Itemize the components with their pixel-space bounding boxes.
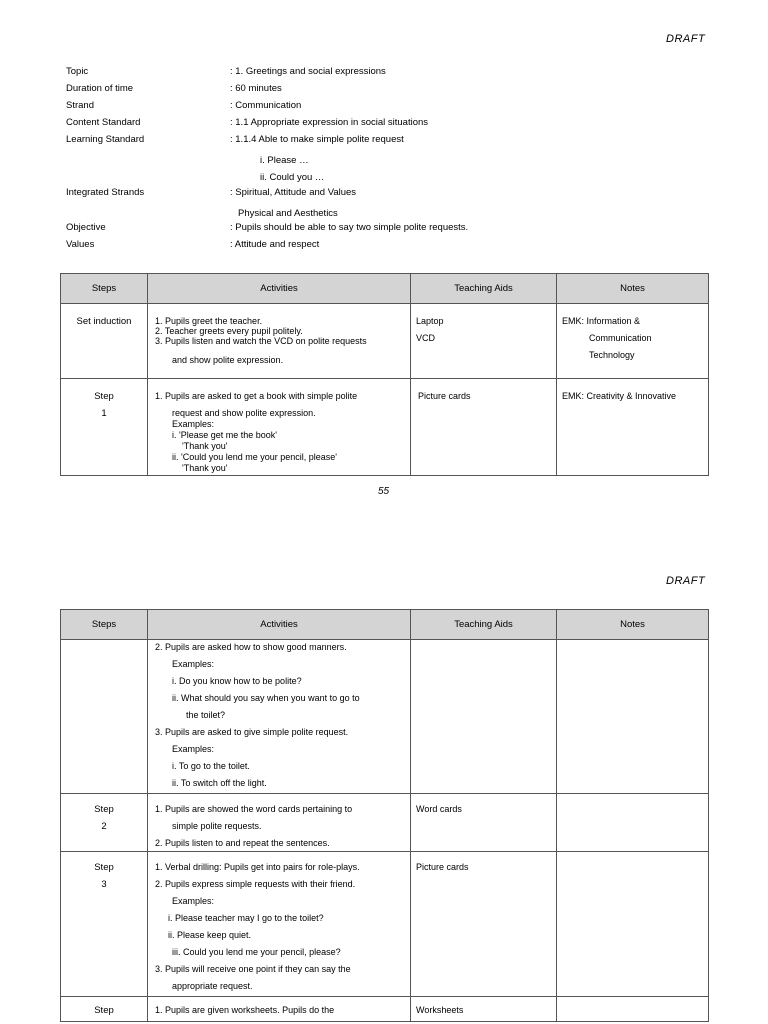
info-label: Objective bbox=[66, 222, 106, 233]
lesson-table-page1 bbox=[60, 273, 709, 476]
header-notes: Notes bbox=[557, 610, 709, 640]
activity-line: 'Thank you' bbox=[182, 441, 228, 451]
header-teaching-aids: Teaching Aids bbox=[411, 274, 557, 304]
step-label: Step bbox=[94, 391, 114, 402]
info-label: Duration of time bbox=[66, 83, 134, 94]
info-value: : 60 minutes bbox=[230, 83, 282, 94]
step-number: 1 bbox=[101, 408, 107, 419]
activity-line: 3. Pupils are asked to give simple polite request. bbox=[155, 727, 349, 737]
step-label: Step bbox=[94, 1005, 114, 1016]
header-notes: Notes bbox=[557, 274, 709, 304]
step-label: Set induction bbox=[76, 316, 132, 327]
info-value-continued: Physical and Aesthetics bbox=[238, 208, 338, 219]
learning-sub-item: i. Please … bbox=[260, 155, 309, 166]
info-value: : 1. Greetings and social expressions bbox=[230, 66, 386, 77]
activity-line: Examples: bbox=[172, 744, 215, 754]
activity-line: Examples: bbox=[172, 896, 215, 906]
activity-line: 2. Pupils express simple requests with their friend. bbox=[155, 879, 356, 889]
info-value: : Spiritual, Attitude and Values bbox=[230, 187, 357, 198]
activity-line: appropriate request. bbox=[172, 981, 253, 991]
info-value: : Communication bbox=[230, 100, 302, 111]
activity-line: 'Thank you' bbox=[182, 463, 228, 473]
note-line: Communication bbox=[589, 333, 652, 343]
header-steps: Steps bbox=[61, 610, 148, 640]
activity-line: 1. Pupils are showed the word cards pertaining to bbox=[155, 804, 353, 814]
table-row bbox=[61, 640, 709, 794]
table-row bbox=[61, 379, 709, 476]
step-number: 3 bbox=[101, 879, 107, 890]
teaching-aid: VCD bbox=[416, 333, 436, 343]
activity-line: simple polite requests. bbox=[172, 821, 262, 831]
info-label: Strand bbox=[66, 100, 94, 111]
activity-line: i. Please teacher may I go to the toilet? bbox=[168, 913, 324, 923]
info-value: : Pupils should be able to say two simple polite requests. bbox=[230, 222, 469, 233]
activity-line: 2. Pupils listen to and repeat the sentences. bbox=[155, 838, 330, 848]
activity-line: ii. To switch off the light. bbox=[172, 778, 267, 788]
activity-line: Examples: bbox=[172, 659, 215, 669]
note-line: Technology bbox=[589, 350, 635, 360]
header-teaching-aids: Teaching Aids bbox=[411, 610, 557, 640]
info-label: Values bbox=[66, 239, 95, 250]
table-row bbox=[61, 304, 709, 379]
teaching-aid: Picture cards bbox=[416, 862, 469, 872]
page-number: 55 bbox=[378, 486, 390, 497]
teaching-aid: Laptop bbox=[416, 316, 444, 326]
activity-line: ii. 'Could you lend me your pencil, please' bbox=[172, 452, 338, 462]
header-activities: Activities bbox=[148, 274, 411, 304]
lesson-table-page2 bbox=[60, 609, 709, 1022]
teaching-aid: Worksheets bbox=[416, 1005, 464, 1015]
info-value: : Attitude and respect bbox=[230, 239, 320, 250]
header-steps: Steps bbox=[61, 274, 148, 304]
activity-line: the toilet? bbox=[186, 710, 226, 720]
activity-line: ii. Please keep quiet. bbox=[168, 930, 252, 940]
table-row bbox=[61, 852, 709, 997]
table-row bbox=[61, 997, 709, 1022]
info-label: Integrated Strands bbox=[66, 187, 145, 198]
activity-line: 1. Pupils greet the teacher. bbox=[155, 316, 263, 326]
activity-line: i. To go to the toilet. bbox=[172, 761, 250, 771]
teaching-aid: Picture cards bbox=[418, 391, 471, 401]
activity-line: ii. What should you say when you want to go to bbox=[172, 693, 360, 703]
activity-line: Examples: bbox=[172, 419, 215, 429]
note-line: EMK: Information & bbox=[562, 316, 641, 326]
header-activities: Activities bbox=[148, 610, 411, 640]
activity-line: 3. Pupils will receive one point if they can say the bbox=[155, 964, 351, 974]
learning-sub-item: ii. Could you … bbox=[260, 172, 325, 183]
draft-label: DRAFT bbox=[666, 575, 706, 587]
activity-line: request and show polite expression. bbox=[172, 408, 316, 418]
draft-label: DRAFT bbox=[666, 33, 706, 45]
activity-line: 3. Pupils listen and watch the VCD on polite requests bbox=[155, 336, 367, 346]
table-row bbox=[61, 794, 709, 852]
activity-line: i. Do you know how to be polite? bbox=[172, 676, 302, 686]
activity-line: iii. Could you lend me your pencil, please? bbox=[172, 947, 341, 957]
info-label: Topic bbox=[66, 66, 89, 77]
info-value: : 1.1.4 Able to make simple polite request bbox=[230, 134, 404, 145]
activity-line: i. 'Please get me the book' bbox=[172, 430, 277, 440]
activity-line: 1. Pupils are asked to get a book with simple polite bbox=[155, 391, 358, 401]
info-label: Content Standard bbox=[66, 117, 141, 128]
teaching-aid: Word cards bbox=[416, 804, 462, 814]
note-line: EMK: Creativity & Innovative bbox=[562, 391, 677, 401]
activity-line: 2. Teacher greets every pupil politely. bbox=[155, 326, 303, 336]
activity-line: 1. Verbal drilling: Pupils get into pairs for role-plays. bbox=[155, 862, 360, 872]
activity-line: and show polite expression. bbox=[172, 355, 284, 365]
step-label: Step bbox=[94, 862, 114, 873]
activity-line: 1. Pupils are given worksheets. Pupils do the bbox=[155, 1005, 335, 1015]
step-label: Step bbox=[94, 804, 114, 815]
info-label: Learning Standard bbox=[66, 134, 145, 145]
info-value: : 1.1 Appropriate expression in social situations bbox=[230, 117, 429, 128]
step-number: 2 bbox=[101, 821, 107, 832]
activity-line: 2. Pupils are asked how to show good manners. bbox=[155, 642, 347, 652]
